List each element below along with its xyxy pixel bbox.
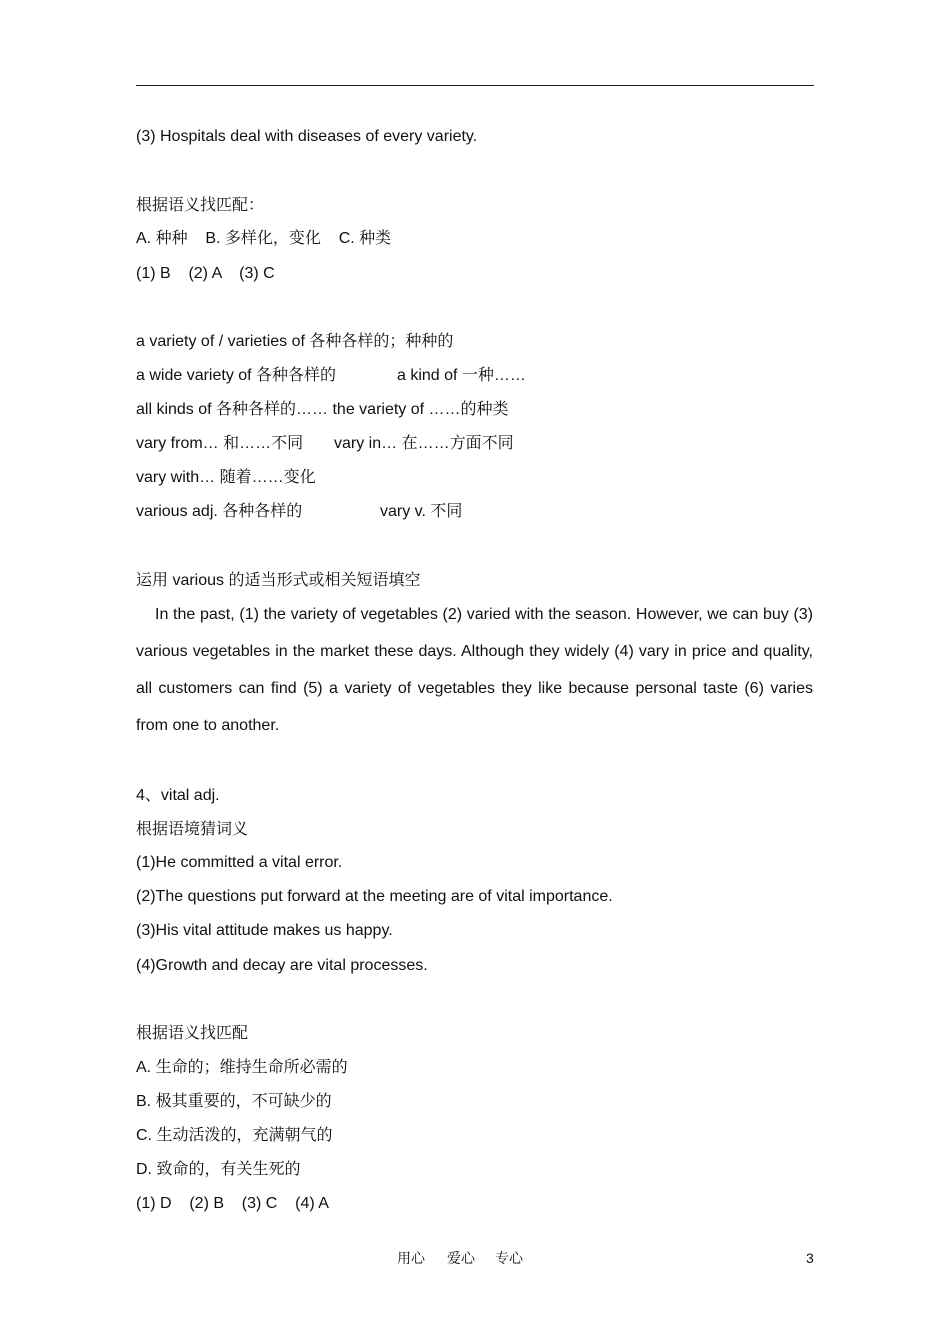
example-sentence-3: (3) Hospitals deal with diseases of every variety. — [136, 128, 478, 145]
fill-blank-text: In the past, (1) the variety of vegetables (2) varied with the season. However, we can buy (3) various vegetables in the market these days. Although they widely (4) vary in price and quality, all customers can find (5) a variety of vegetables they like because personal taste (6) varies from one to another. — [136, 606, 813, 734]
example-sentence: (2)The questions put forward at the meeting are of vital importance. — [136, 888, 613, 905]
footer-motto: 用心 — [397, 1250, 425, 1266]
phrase-line: various adj. 各种各样的 — [136, 503, 303, 520]
phrase-line: vary from… 和……不同 — [136, 435, 304, 452]
page-number: 3 — [806, 1250, 814, 1266]
fill-blank-heading: 运用 various 的适当形式或相关短语填空 — [136, 572, 421, 589]
example-sentence: (4)Growth and decay are vital processes. — [136, 957, 428, 974]
footer-motto: 爱心 — [447, 1250, 475, 1266]
match-heading: 根据语义找匹配： — [136, 197, 265, 214]
phrase-line: all kinds of 各种各样的…… the variety of ……的种类 — [136, 401, 509, 418]
match-answers: (1) B (2) A (3) C — [136, 265, 275, 282]
phrase-line: a kind of 一种…… — [397, 367, 526, 384]
section-title: 4、vital adj. — [136, 787, 220, 804]
guess-heading: 根据语境猜词义 — [136, 821, 249, 838]
footer-motto: 专心 — [495, 1250, 523, 1266]
phrase-line: a wide variety of 各种各样的 — [136, 367, 337, 384]
match-option: B. 极其重要的，不可缺少的 — [136, 1093, 332, 1110]
phrase-line: a variety of / varieties of 各种各样的；种种的 — [136, 333, 454, 350]
example-sentence: (1)He committed a vital error. — [136, 854, 343, 871]
phrase-line: vary in… 在……方面不同 — [334, 435, 514, 452]
phrase-line: vary v. 不同 — [380, 503, 463, 520]
match-option: C. 生动活泼的，充满朝气的 — [136, 1127, 333, 1144]
match-heading: 根据语义找匹配 — [136, 1025, 249, 1042]
phrase-line: vary with… 随着……变化 — [136, 469, 316, 486]
match-option: A. 生命的；维持生命所必需的 — [136, 1059, 348, 1076]
match-answers: (1) D (2) B (3) C (4) A — [136, 1195, 329, 1212]
fill-blank-paragraph — [136, 596, 813, 744]
match-option: D. 致命的，有关生死的 — [136, 1161, 301, 1178]
example-sentence: (3)His vital attitude makes us happy. — [136, 922, 393, 939]
header-rule — [136, 85, 814, 86]
match-options: A. 种种 B. 多样化，变化 C. 种类 — [136, 230, 392, 247]
